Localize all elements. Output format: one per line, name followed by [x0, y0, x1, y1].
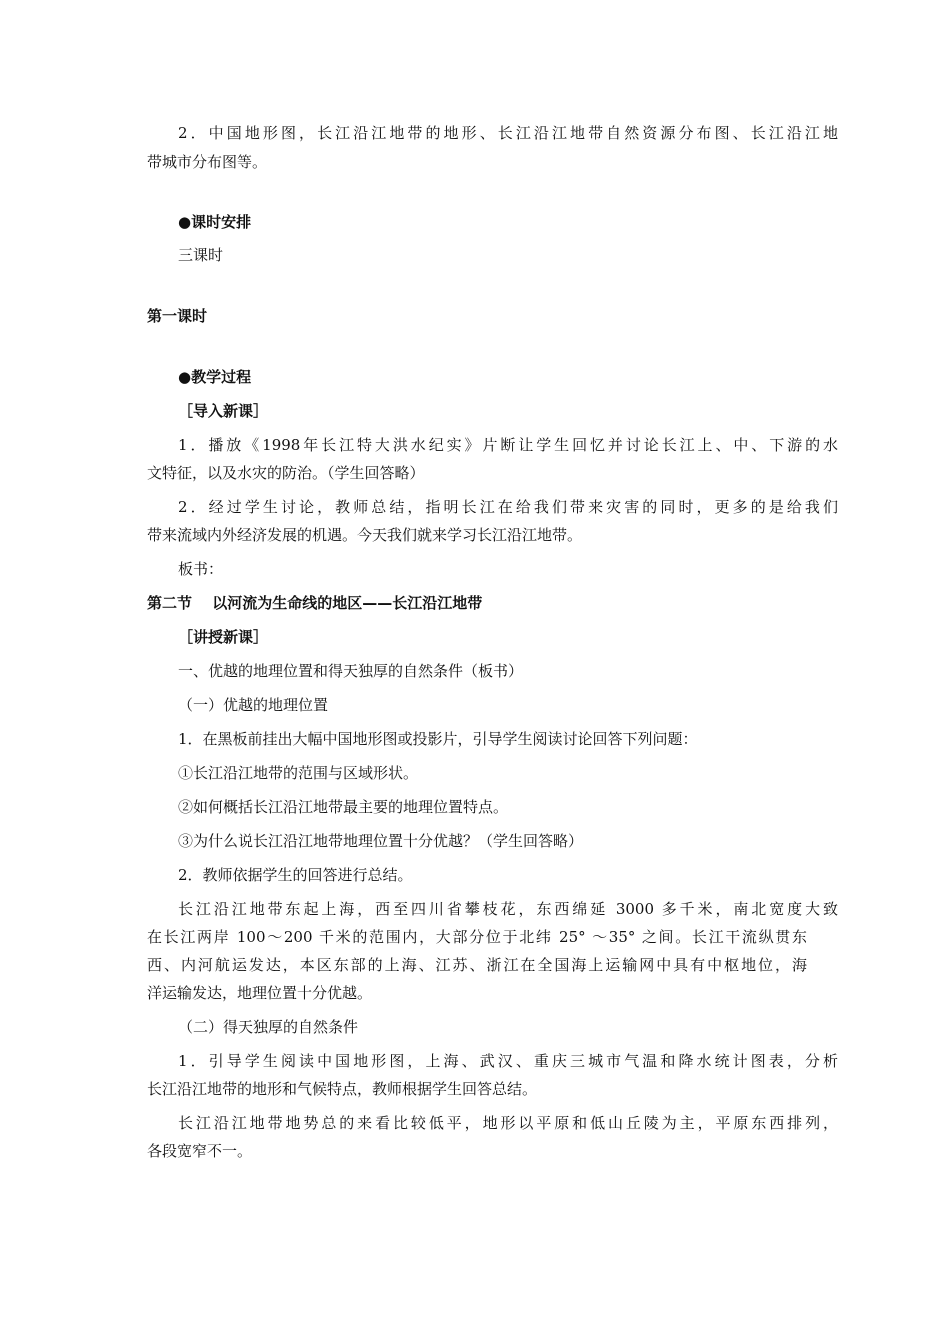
section-heading: ●教学过程 — [178, 368, 252, 386]
paragraph-line: 西、内河航运发达，本区东部的上海、江苏、浙江在全国海上运输网中具有中枢地位，海 — [147, 956, 807, 974]
paragraph-line: 板书： — [178, 560, 224, 578]
paragraph-line: 在长江两岸 100～200 千米的范围内，大部分位于北纬 25° ～35° 之间。长江干流纵贯东 — [147, 928, 807, 946]
lesson-heading: 第一课时 — [147, 307, 208, 325]
outline-item: （一）优越的地理位置 — [178, 696, 329, 714]
paragraph-line: 洋运输发达，地理位置十分优越。 — [147, 984, 373, 1002]
question-item: ③为什么说长江沿江地带地理位置十分优越？（学生回答略） — [178, 832, 584, 850]
paragraph-line: 1．播放《1998年长江特大洪水纪实》片断让学生回忆并讨论长江上、中、下游的水 — [178, 436, 838, 454]
section-heading: ●课时安排 — [178, 213, 252, 231]
paragraph-line: 文特征，以及水灾的防治。（学生回答略） — [147, 464, 425, 482]
question-item: ②如何概括长江沿江地带最主要的地理位置特点。 — [178, 798, 509, 816]
outline-item: （二）得天独厚的自然条件 — [178, 1018, 359, 1036]
paragraph-line: 2．教师依据学生的回答进行总结。 — [178, 866, 413, 884]
paragraph-line: 带来流域内外经济发展的机遇。今天我们就来学习长江沿江地带。 — [147, 526, 583, 544]
paragraph-line: 1．引导学生阅读中国地形图，上海、武汉、重庆三城市气温和降水统计图表，分析 — [178, 1052, 838, 1070]
paragraph-line: 三课时 — [178, 246, 224, 264]
subsection-heading: ［讲授新课］ — [178, 628, 269, 646]
paragraph-line: 各段宽窄不一。 — [147, 1142, 253, 1160]
paragraph-line: 2．经过学生讨论，教师总结，指明长江在给我们带来灾害的同时，更多的是给我们 — [178, 498, 838, 516]
paragraph-line: 1．在黑板前挂出大幅中国地形图或投影片，引导学生阅读讨论回答下列问题： — [178, 730, 698, 748]
paragraph-line: 带城市分布图等。 — [147, 153, 268, 171]
chapter-title: 第二节 以河流为生命线的地区——长江沿江地带 — [147, 594, 483, 612]
paragraph-line: 长江沿江地带地势总的来看比较低平，地形以平原和低山丘陵为主，平原东西排列， — [178, 1114, 838, 1132]
paragraph-line: 长江沿江地带东起上海，西至四川省攀枝花，东西绵延 3000 多千米，南北宽度大致 — [178, 900, 838, 918]
paragraph-line: 长江沿江地带的地形和气候特点，教师根据学生回答总结。 — [147, 1080, 538, 1098]
subsection-heading: ［导入新课］ — [178, 402, 269, 420]
paragraph-line: 2．中国地形图，长江沿江地带的地形、长江沿江地带自然资源分布图、长江沿江地 — [178, 124, 838, 142]
outline-item: 一、优越的地理位置和得天独厚的自然条件（板书） — [178, 662, 524, 680]
question-item: ①长江沿江地带的范围与区域形状。 — [178, 764, 419, 782]
